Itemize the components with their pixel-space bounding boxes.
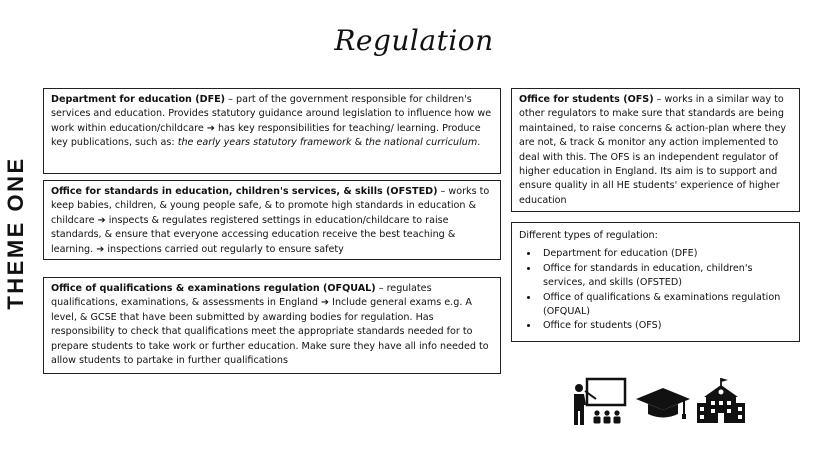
regulation-types-list <box>519 247 792 333</box>
regulation-types-box <box>511 222 800 342</box>
page-title: Regulation <box>334 24 494 57</box>
ofsted-text: Office for standards in education, children's services, & skills (OFSTED) – works to keep babies, children, & young people safe, & to promote high standards in education & childcare ➔ inspects & regulates registered settings in education/childcare to raise standards, & ensure that everyone accessing education receive the best teaching & learning. ➔ inspections carried out regularly to ensure safety <box>51 186 490 255</box>
dfe-publication-2: the national curriculum <box>365 137 478 149</box>
ofs-heading: Office for students (OFS) <box>519 94 654 105</box>
graduation-cap-icon <box>635 385 691 421</box>
ofqual-text: Office of qualifications & examinations regulation (OFQUAL) – regulates qualifications, examinations, & assessments in England ➔ Include general exams e.g. A level, & GCSE that have been submitted by awarding bodies for regulation. Has responsibility to check that qualifications meet the appropriate standards needed for to prepare students to take work or further education. Make sure they have all info needed to allow students to partake in further qualifications <box>51 283 489 367</box>
list-item: • Office for students (OFS) <box>539 319 792 333</box>
ofs-text: Office for students (OFS) – works in a similar way to other regulators to make sure that standards are being maintained, to raise concerns & action-plan where they are not, & track & monitor any action implemented to deal with this. The OFS is an independent regulator of higher education in England. Its aim is to support and ensure quality in all HE students' experience of higher education <box>519 94 787 206</box>
icons-row <box>572 375 752 427</box>
teacher-icon <box>572 377 628 427</box>
dfe-box <box>43 88 501 174</box>
dfe-text: Department for education (DFE) – part of the government responsible for children's services and education. Provides statutory guidance around legislation to influence how we work within education/childcare ➔ has key responsibilities for teaching/ learning. Produce key publications, such as: the early years statutory framework & the national curriculum. <box>51 94 492 149</box>
list-item: • Office for standards in education, children's services, and skills (OFSTED) <box>539 262 792 291</box>
ofsted-heading: Office for standards in education, children's services, & skills (OFSTED) <box>51 186 438 197</box>
list-item: • Office of qualifications & examinations regulation (OFQUAL) <box>539 291 792 320</box>
ofqual-box <box>43 277 501 374</box>
ofsted-box <box>43 180 501 260</box>
dfe-heading: Department for education (DFE) <box>51 94 226 105</box>
ofs-box <box>511 88 800 212</box>
theme-label: THEME ONE <box>3 156 28 310</box>
list-item: • Department for education (DFE) <box>539 247 792 261</box>
ofqual-heading: Office of qualifications & examinations regulation (OFQUAL) <box>51 283 376 294</box>
school-building-icon <box>696 377 746 425</box>
regulation-types-heading: Different types of regulation: <box>519 230 658 241</box>
dfe-publication-1: the early years statutory framework <box>177 137 352 149</box>
